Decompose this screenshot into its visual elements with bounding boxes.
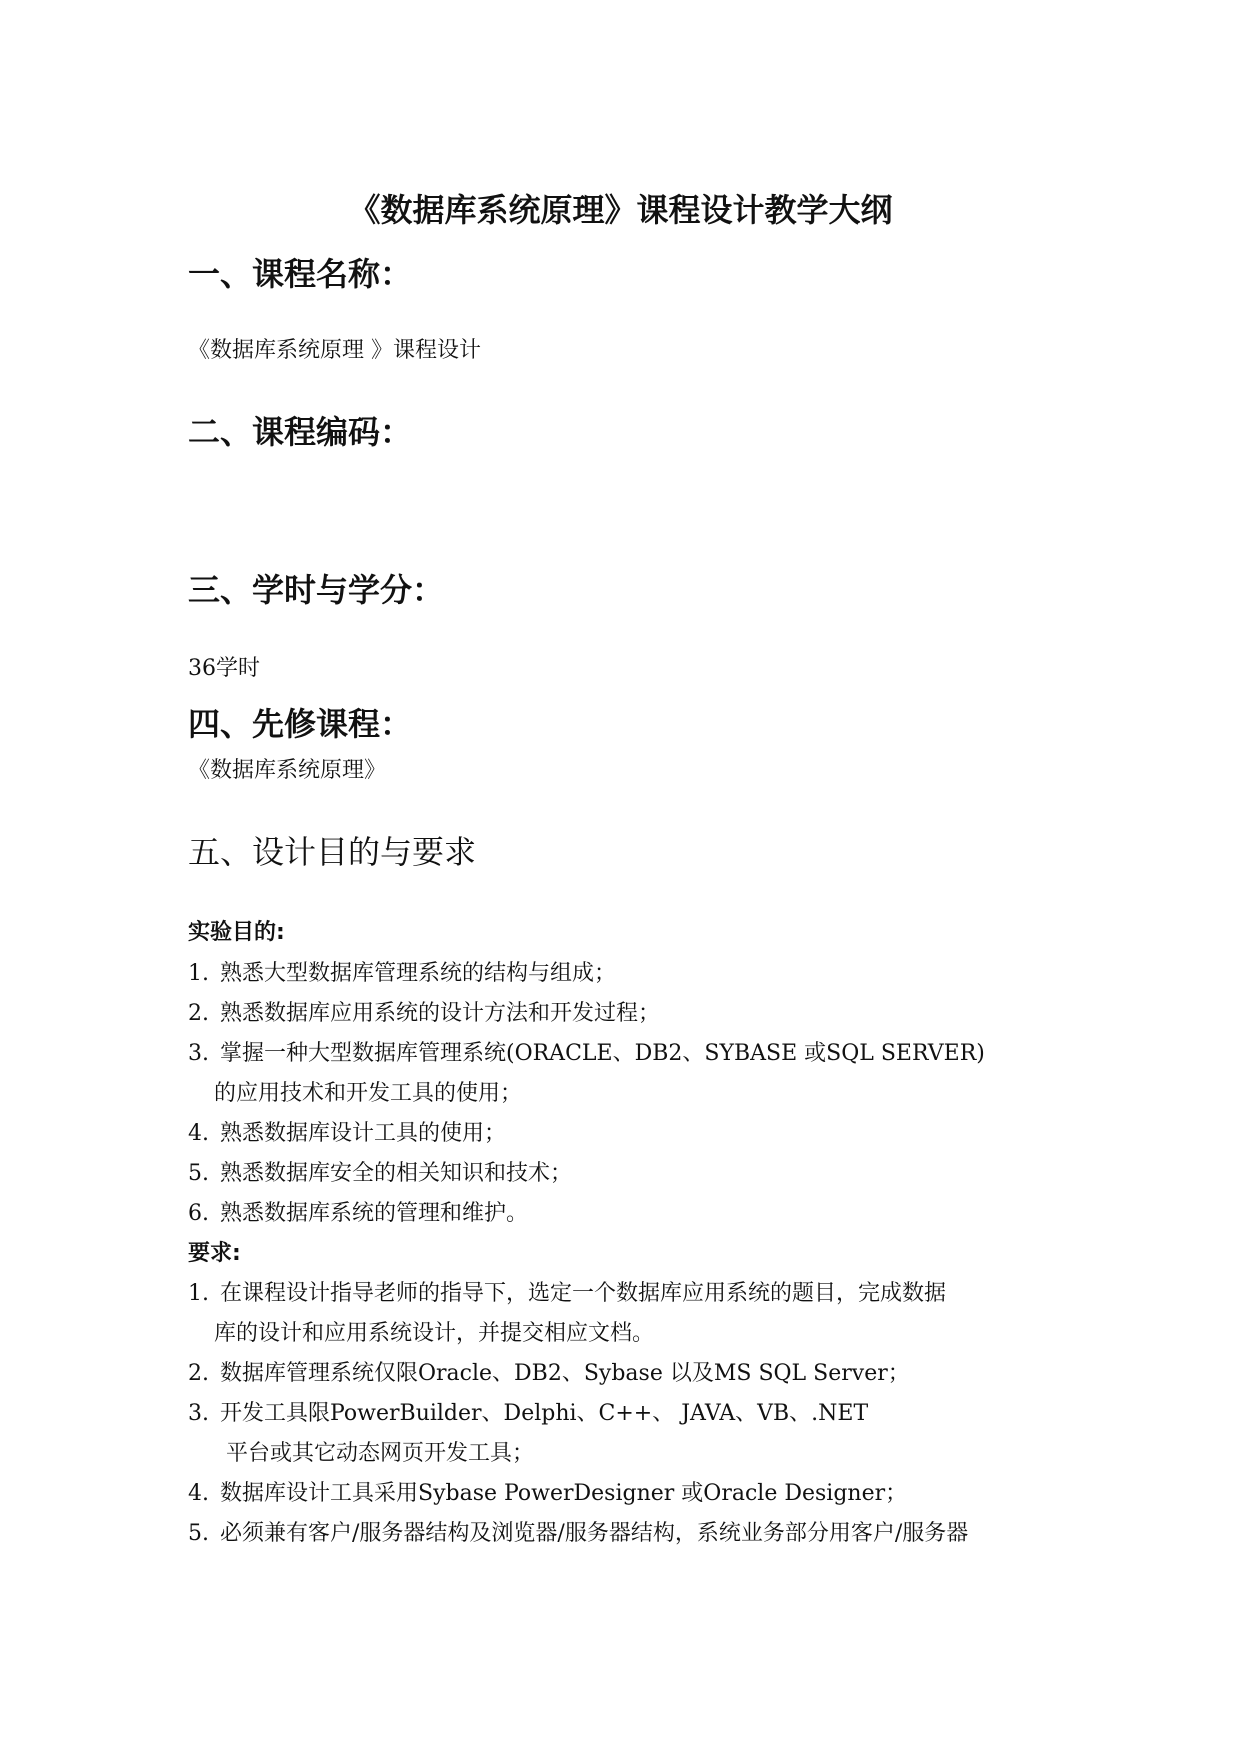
- requirement-item: [188, 1279, 946, 1309]
- item-number: 2.: [188, 1001, 209, 1026]
- item-number: 3.: [188, 1401, 209, 1426]
- requirement-item: [188, 1479, 907, 1509]
- purpose-item: [188, 959, 616, 989]
- section-code-heading: 二、课程编码：: [188, 413, 413, 451]
- requirements-label: 要求:: [188, 1241, 241, 1266]
- section-hours-heading: 三、学时与学分：: [188, 571, 445, 609]
- requirement-item-continuation: 平台或其它动态网页开发工具；: [226, 1441, 535, 1466]
- item-number: 1.: [188, 961, 209, 986]
- item-number: 4.: [188, 1481, 209, 1506]
- item-number: 5.: [188, 1161, 209, 1186]
- requirement-item: [188, 1399, 868, 1429]
- item-text: 熟悉数据库系统的管理和维护。: [220, 1201, 529, 1226]
- item-text: 在课程设计指导老师的指导下，选定一个数据库应用系统的题目，完成数据: [220, 1281, 947, 1306]
- item-number: 5.: [188, 1521, 209, 1546]
- purpose-label: 实验目的:: [188, 920, 285, 945]
- prereq-text: 《数据库系统原理》: [188, 758, 387, 783]
- requirement-item-continuation: 库的设计和应用系统设计，并提交相应文档。: [214, 1321, 655, 1346]
- section-prereq-heading: 四、先修课程：: [188, 705, 413, 743]
- item-number: 2.: [188, 1361, 209, 1386]
- section-name-heading: 一、课程名称：: [188, 255, 413, 293]
- course-name-text: 《数据库系统原理 》课程设计: [188, 338, 481, 363]
- purpose-item-continuation: 的应用技术和开发工具的使用；: [214, 1081, 523, 1106]
- item-text: 数据库设计工具采用Sybase PowerDesigner 或Oracle Designer；: [220, 1481, 908, 1506]
- item-text: 数据库管理系统仅限Oracle、DB2、Sybase 以及MS SQL Server；: [220, 1361, 910, 1386]
- item-text: 熟悉数据库安全的相关知识和技术；: [220, 1161, 573, 1186]
- item-text: 掌握一种大型数据库管理系统(ORACLE、DB2、SYBASE 或SQL SERVER): [220, 1041, 985, 1066]
- item-text: 熟悉大型数据库管理系统的结构与组成；: [220, 961, 617, 986]
- purpose-item: [188, 1119, 506, 1149]
- course-hours-text: 36学时: [188, 656, 260, 681]
- item-number: 6.: [188, 1201, 209, 1226]
- purpose-item: [188, 999, 660, 1029]
- item-text: 熟悉数据库应用系统的设计方法和开发过程；: [220, 1001, 661, 1026]
- requirement-item: [188, 1359, 910, 1389]
- item-text: 熟悉数据库设计工具的使用；: [220, 1121, 507, 1146]
- item-number: 4.: [188, 1121, 209, 1146]
- purpose-item: [188, 1199, 528, 1229]
- document-title: 《数据库系统原理》课程设计教学大纲: [348, 191, 893, 229]
- item-text: 开发工具限PowerBuilder、Delphi、C++、 JAVA、VB、.NET: [220, 1401, 869, 1426]
- purpose-item: [188, 1039, 985, 1069]
- purpose-item: [188, 1159, 572, 1189]
- item-number: 3.: [188, 1041, 209, 1066]
- section-goals-heading: 五、设计目的与要求: [188, 833, 477, 871]
- item-number: 1.: [188, 1281, 209, 1306]
- item-text: 必须兼有客户/服务器结构及浏览器/服务器结构，系统业务部分用客户/服务器: [220, 1521, 969, 1546]
- requirement-item: [188, 1519, 968, 1549]
